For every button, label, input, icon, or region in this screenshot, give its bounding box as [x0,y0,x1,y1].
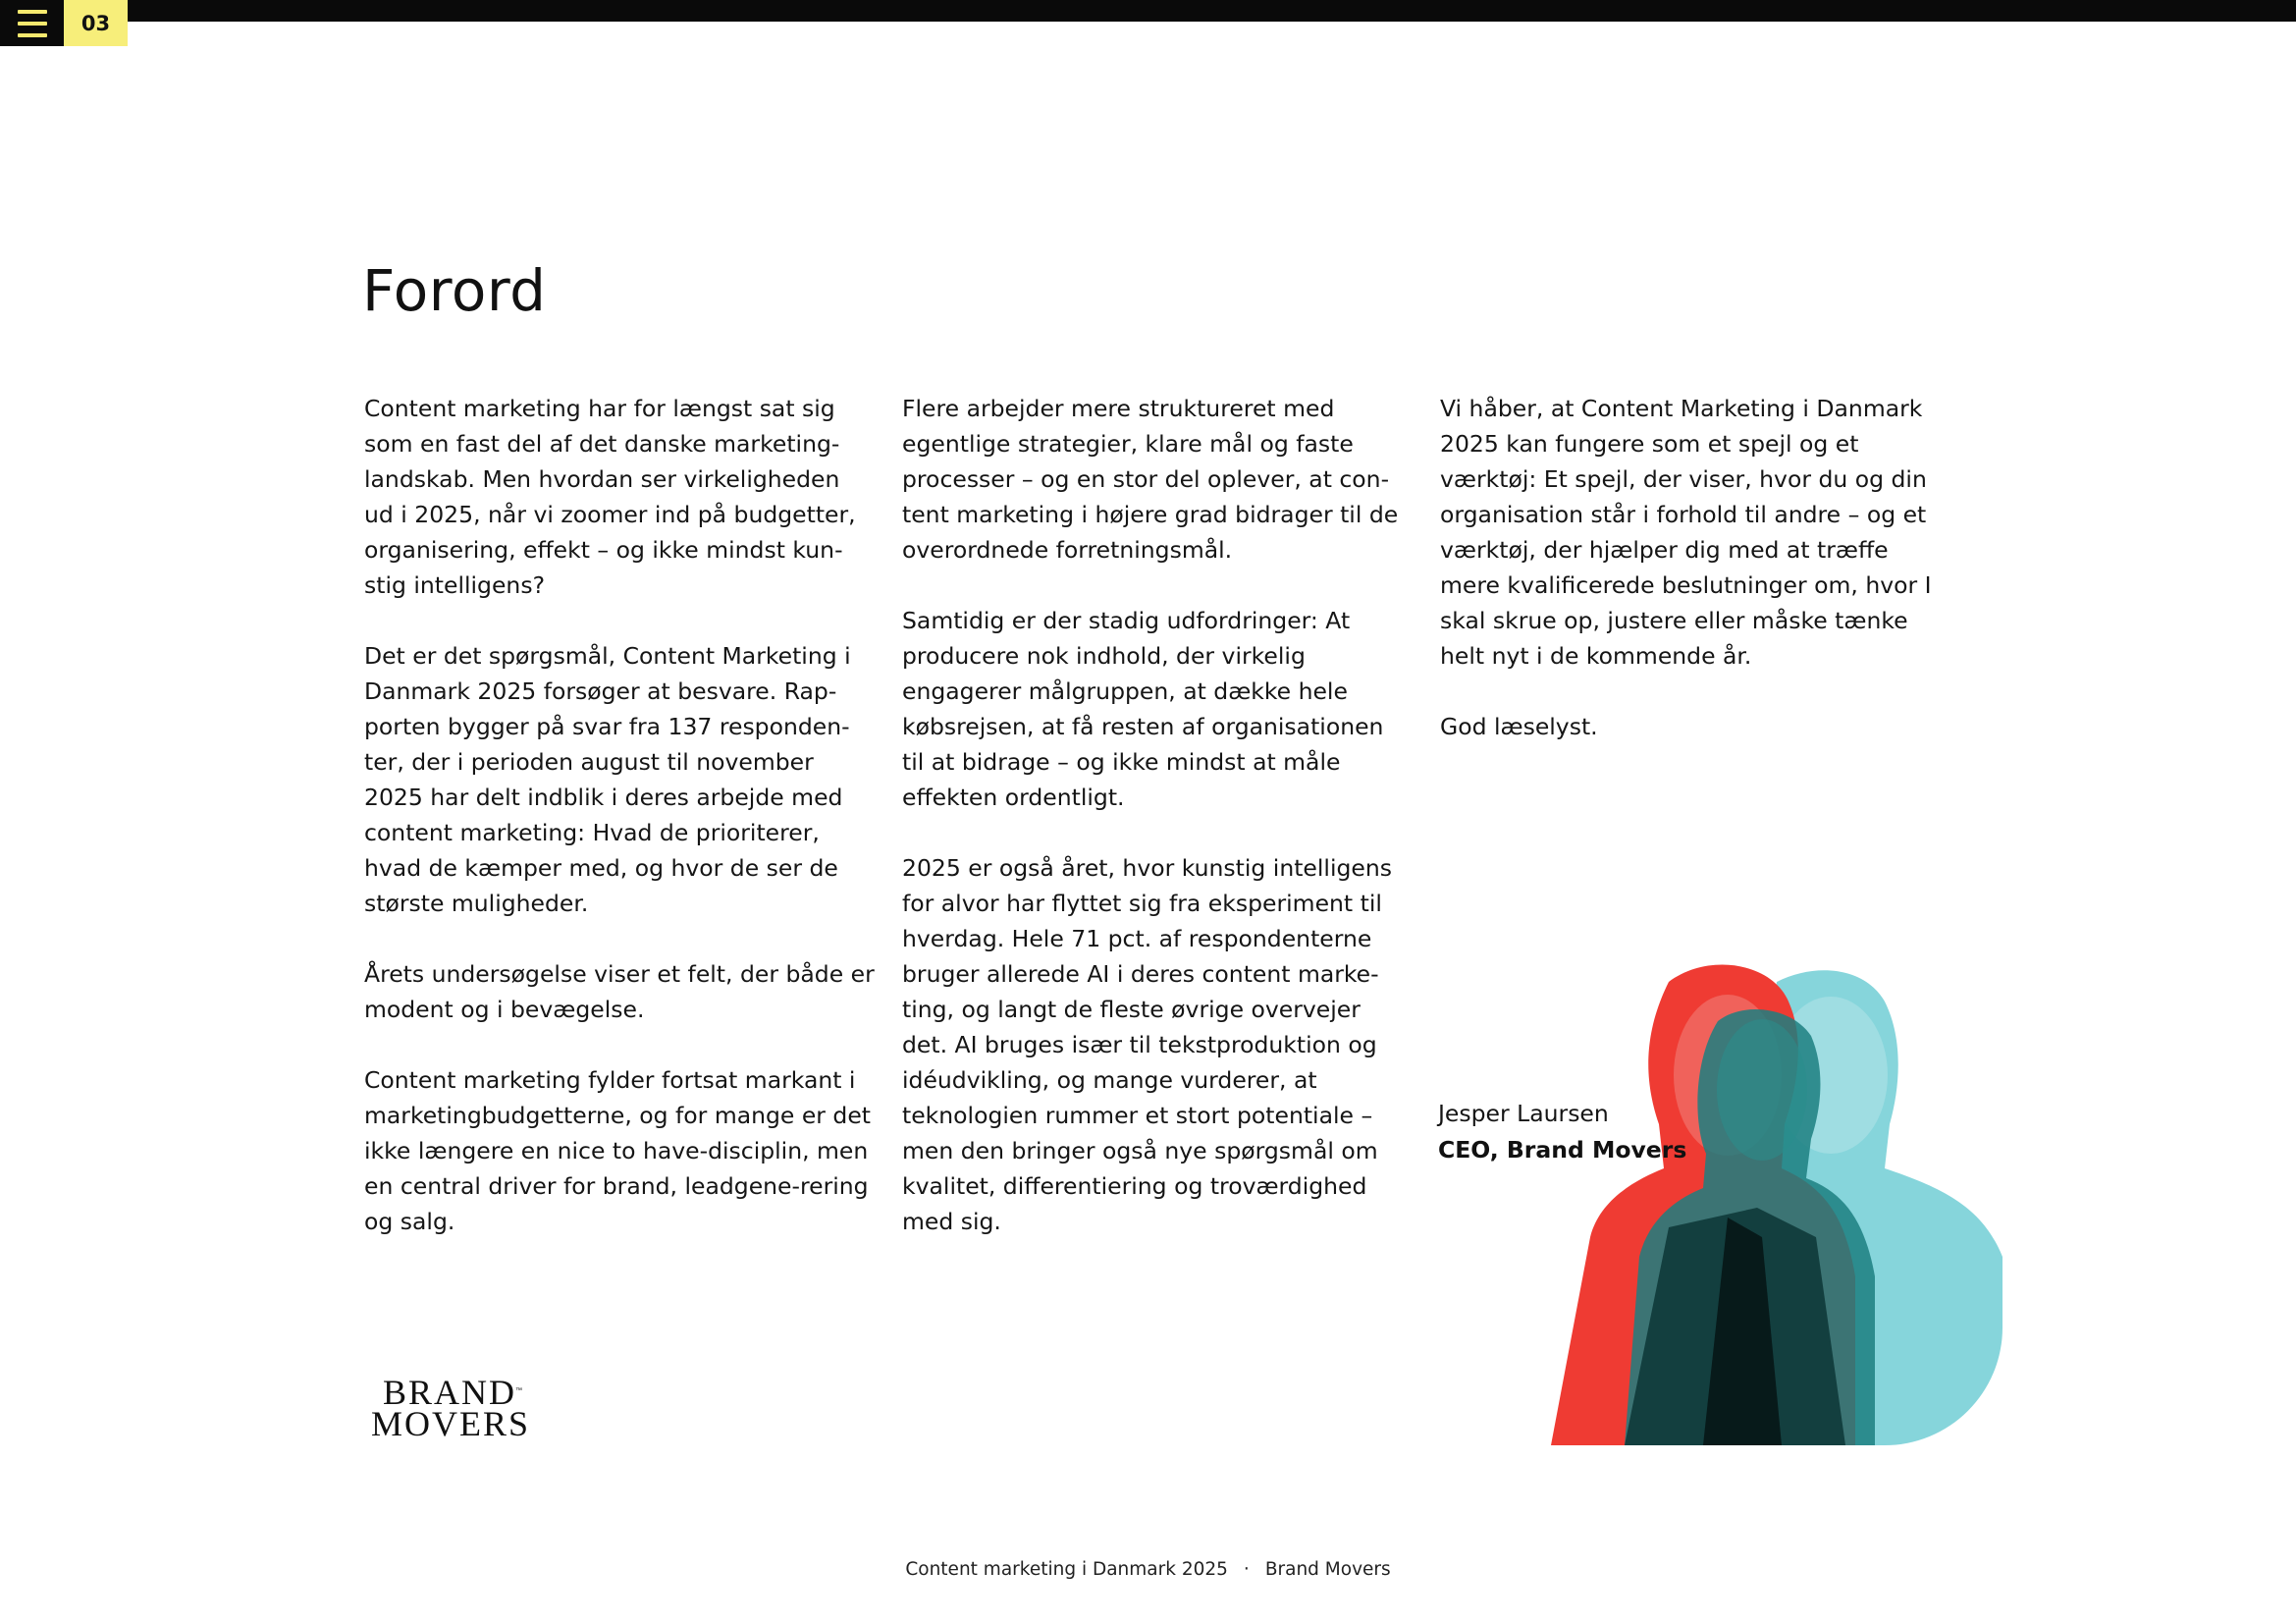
paragraph: Det er det spørgsmål, Content Marketing i Danmark 2025 forsøger at besvare. Rap-porten bygger på svar fra 137 responden-ter, der i perioden august til november 2025 har delt indblik i deres arbejde med content marketing: Hvad de prioriterer, hvad de kæmper med, og hvor de ser de største muligheder. [364,642,851,917]
page-number-badge: 03 [64,0,128,46]
text-column-3 [1440,391,1950,780]
logo-trademark: ™ [515,1387,522,1394]
page-footer [0,1559,2296,1580]
text-column-2 [902,391,1413,1274]
paragraph: Vi håber, at Content Marketing i Danmark 2025 kan fungere som et spejl og et værktøj: Et spejl, der viser, hvor du og din organisation står i forhold til andre – og et værktøj, der hjælper dig med at træffe mere kvalificerede beslutninger om, hvor I skal skrue op, justere eller måske tænke helt nyt i de kommende år. [1440,395,1932,670]
paragraph: 2025 er også året, hvor kunstig intelligens for alvor har flyttet sig fra eksperiment til hverdag. Hele 71 pct. af respondenterne bruger allerede AI i deres content marke-ting, og langt de fleste øvrige overvejer det. AI bruges især til tekstproduktion og idéudvikling, og mange vurderer, at teknologien rummer et stort potentiale – men den bringer også nye spørgsmål om kvalitet, differentiering og troværdighed med sig. [902,854,1392,1235]
top-bar [0,0,2296,22]
text-column-1 [364,391,875,1274]
footer-publication: Content marketing i Danmark 2025 [905,1559,1228,1580]
page-title: Forord [362,257,547,324]
paragraph: Content marketing har for længst sat sig som en fast del af det danske marketing-landskab. Men hvordan ser virkeligheden ud i 2025, når vi zoomer ind på budgetter, organisering, effekt – og ikke mindst kun-stig intelligens? [364,395,856,599]
paragraph: Årets undersøgelse viser et felt, der både er modent og i bevægelse. [364,960,875,1023]
paragraph: God læselyst. [1440,713,1598,740]
footer-separator: · [1243,1559,1250,1580]
logo-line-1: BRAND [383,1373,517,1412]
portrait-illustration [1531,943,2002,1445]
brand-movers-logo [368,1371,555,1437]
logo-line-2: MOVERS [371,1404,531,1437]
paragraph: Flere arbejder mere struktureret med egentlige strategier, klare mål og faste processer – og en stor del oplever, at con-tent marketing i højere grad bidrager til de overordnede forretningsmål. [902,395,1399,564]
hamburger-menu-icon[interactable] [0,0,64,46]
signer-name: Jesper Laursen [1438,1100,1609,1127]
signer-title: CEO, Brand Movers [1438,1136,1687,1164]
footer-company: Brand Movers [1264,1559,1391,1580]
paragraph: Content marketing fylder fortsat markant i marketingbudgetterne, og for mange er det ikke længere en nice to have-disciplin, men en central driver for brand, leadgene-rering og salg. [364,1066,872,1235]
author-portrait [1531,943,2002,1445]
paragraph: Samtidig er der stadig udfordringer: At producere nok indhold, der virkelig engagerer målgruppen, at dække hele købsrejsen, at få resten af organisationen til at bidrage – og ikke mindst at måle effekten ordentligt. [902,607,1384,811]
